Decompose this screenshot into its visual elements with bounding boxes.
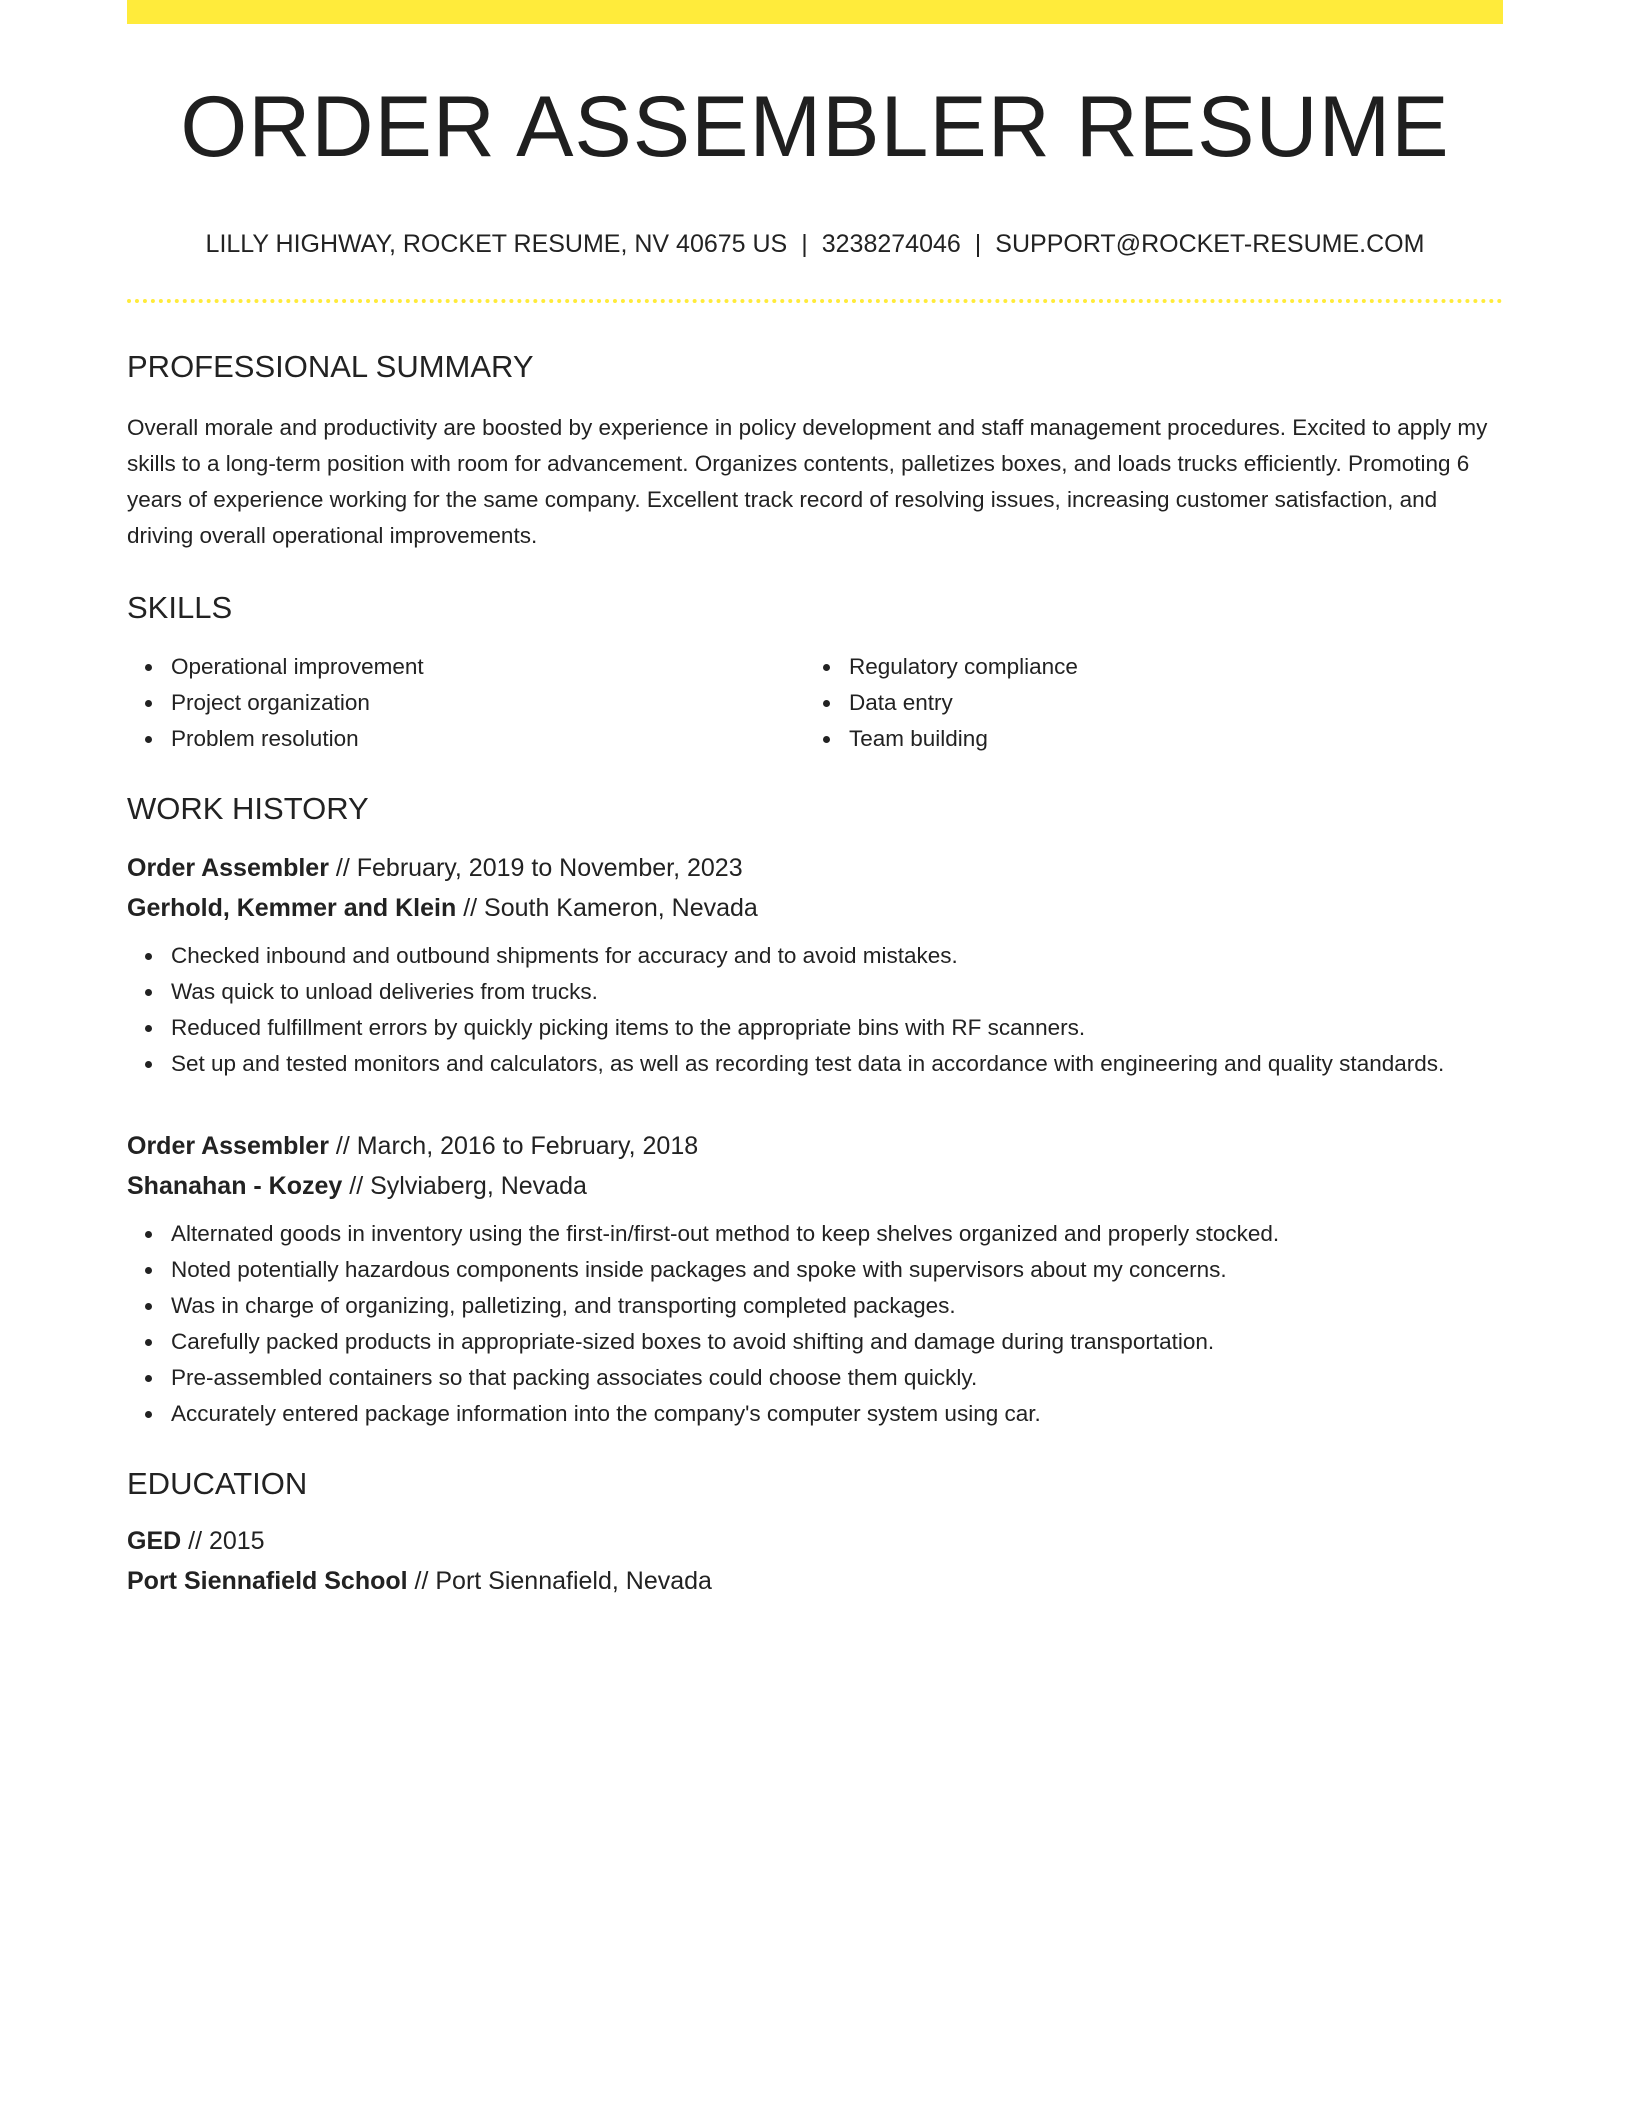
job-bullet: Reduced fulfillment errors by quickly picking items to the appropriate bins with RF scanners.	[171, 1010, 1503, 1046]
contact-separator: |	[801, 230, 808, 258]
job-bullet: Pre-assembled containers so that packing associates could choose them quickly.	[171, 1360, 1503, 1396]
job-location: // Sylviaberg, Nevada	[342, 1172, 587, 1200]
education-heading: EDUCATION	[127, 1466, 308, 1501]
job-bullet: Carefully packed products in appropriate-sized boxes to avoid shifting and damage during transportation.	[171, 1324, 1503, 1360]
job-company: Gerhold, Kemmer and Klein	[127, 894, 457, 922]
job-entry	[127, 848, 1503, 1082]
job-location: // South Kameron, Nevada	[456, 894, 758, 922]
skill-item: Team building	[849, 721, 1483, 757]
education-year: // 2015	[181, 1527, 265, 1555]
skills-heading: SKILLS	[127, 590, 233, 625]
skill-item: Operational improvement	[171, 649, 805, 685]
education-degree: GED	[127, 1527, 182, 1555]
skills-grid	[127, 649, 1503, 757]
skill-item: Problem resolution	[171, 721, 805, 757]
job-bullet-list	[127, 1216, 1503, 1432]
resume-title: ORDER ASSEMBLER RESUME	[180, 79, 1450, 175]
summary-text: Overall morale and productivity are boosted by experience in policy development and staff management procedures. Excited to apply my skills to a long-term position with room for advancement. Organizes contents, palletizes boxes, and loads trucks efficiently. Promoting 6 years of experience working for the same company. Excellent track record of resolving issues, increasing customer satisfaction, and driving overall operational improvements.	[127, 415, 1488, 548]
job-bullet: Accurately entered package information into the company's computer system using car.	[171, 1396, 1503, 1432]
job-dates: // February, 2019 to November, 2023	[328, 854, 743, 882]
education-degree-line	[127, 1521, 1503, 1561]
job-entry	[127, 1126, 1503, 1432]
summary-heading: PROFESSIONAL SUMMARY	[127, 349, 534, 384]
contact-phone: 3238274046	[821, 230, 961, 258]
header-divider	[127, 299, 1503, 303]
skill-item: Data entry	[849, 685, 1483, 721]
job-title-line	[127, 1126, 1503, 1166]
skill-item: Regulatory compliance	[849, 649, 1483, 685]
job-bullet: Set up and tested monitors and calculators, as well as recording test data in accordance with engineering and quality standards.	[171, 1046, 1503, 1082]
contact-separator: |	[974, 230, 982, 258]
job-title-line	[127, 848, 1503, 888]
job-dates: // March, 2016 to February, 2018	[328, 1132, 699, 1160]
skill-item: Project organization	[171, 685, 805, 721]
skills-column-left	[127, 649, 805, 757]
top-accent-bar	[127, 0, 1503, 24]
job-title: Order Assembler	[127, 854, 329, 882]
contact-line	[127, 232, 1503, 257]
job-company-line	[127, 1166, 1503, 1206]
contact-address: LILLY HIGHWAY, ROCKET RESUME, NV 40675 US	[205, 230, 788, 258]
job-company-line	[127, 888, 1503, 928]
job-bullet: Was quick to unload deliveries from trucks.	[171, 974, 1503, 1010]
contact-email: SUPPORT@ROCKET-RESUME.COM	[995, 230, 1425, 258]
job-bullet-list	[127, 938, 1503, 1082]
job-bullet: Alternated goods in inventory using the first-in/first-out method to keep shelves organized and properly stocked.	[171, 1216, 1503, 1252]
job-title: Order Assembler	[127, 1132, 329, 1160]
job-bullet: Was in charge of organizing, palletizing, and transporting completed packages.	[171, 1288, 1503, 1324]
resume-page	[127, 0, 1503, 1601]
job-company: Shanahan - Kozey	[127, 1172, 343, 1200]
job-bullet: Checked inbound and outbound shipments for accuracy and to avoid mistakes.	[171, 938, 1503, 974]
skills-column-right	[805, 649, 1483, 757]
education-school-line	[127, 1561, 1503, 1601]
education-school: Port Siennafield School	[127, 1567, 408, 1595]
education-entry	[127, 1521, 1503, 1601]
job-bullet: Noted potentially hazardous components inside packages and spoke with supervisors about my concerns.	[171, 1252, 1503, 1288]
education-location: // Port Siennafield, Nevada	[407, 1567, 712, 1595]
work-history-heading: WORK HISTORY	[127, 791, 369, 826]
